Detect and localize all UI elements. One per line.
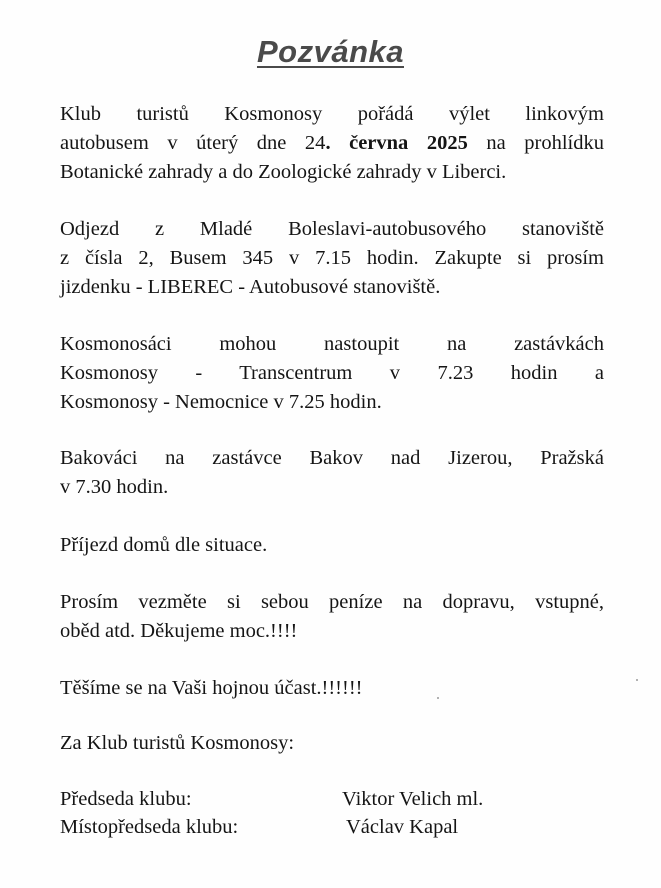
text-line: Prosím vezměte si sebou peníze na dopravu, vstupné, — [60, 591, 604, 613]
text-line: Kosmonosy - Nemocnice v 7.25 hodin. — [60, 391, 382, 413]
signature-name: Václav Kapal — [346, 816, 459, 838]
paragraph-looking-forward — [60, 674, 604, 703]
scan-speck — [636, 679, 638, 681]
text-line: oběd atd. Děkujeme moc.!!!! — [60, 620, 298, 642]
text-line: v 7.30 hodin. — [60, 476, 169, 498]
text-line: z čísla 2, Busem 345 v 7.15 hodin. Zakupte si prosím — [60, 247, 604, 269]
paragraph-trip-announcement — [60, 100, 604, 187]
text-line: jizdenku - LIBEREC - Autobusové stanoviště. — [60, 276, 441, 298]
text-line: Odjezd z Mladé Boleslavi-autobusového stanoviště — [60, 218, 604, 240]
text-line: Kosmonosáci mohou nastoupit na zastávkách — [60, 333, 604, 355]
signature-role: Místopředseda klubu: — [60, 816, 239, 838]
text-line: Za Klub turistů Kosmonosy: — [60, 732, 295, 754]
text-line: Kosmonosy - Transcentrum v 7.23 hodin a — [60, 362, 604, 384]
signature-row — [60, 813, 483, 841]
text-line: Příjezd domů dle situace. — [60, 534, 268, 556]
text-line: Bakováci na zastávce Bakov nad Jizerou, Pražská — [60, 447, 604, 469]
signature-name: Viktor Velich ml. — [342, 788, 484, 810]
paragraph-signoff — [60, 729, 604, 758]
text-line: Botanické zahrady a do Zoologické zahrady v Liberci. — [60, 161, 507, 183]
paragraph-return — [60, 531, 604, 560]
text-fragment: na prohlídku — [467, 132, 604, 154]
paragraph-money-note — [60, 588, 604, 646]
signature-row — [60, 785, 483, 813]
signature-role: Předseda klubu: — [60, 788, 192, 810]
paragraph-departure — [60, 215, 604, 302]
text-line: Klub turistů Kosmonosy pořádá výlet linkovým — [60, 103, 604, 125]
text-line — [60, 129, 604, 158]
trip-date: . června 2025 — [325, 132, 468, 154]
paragraph-kosmonosy-stops — [60, 330, 604, 417]
text-line: Těšíme se na Vaši hojnou účast.!!!!!! — [60, 677, 363, 699]
scan-speck — [437, 697, 439, 699]
text-fragment: autobusem v úterý dne 24 — [60, 132, 326, 154]
document-title: Pozvánka — [256, 34, 404, 69]
paragraph-bakov-stop — [60, 444, 604, 502]
signature-block — [60, 785, 483, 841]
